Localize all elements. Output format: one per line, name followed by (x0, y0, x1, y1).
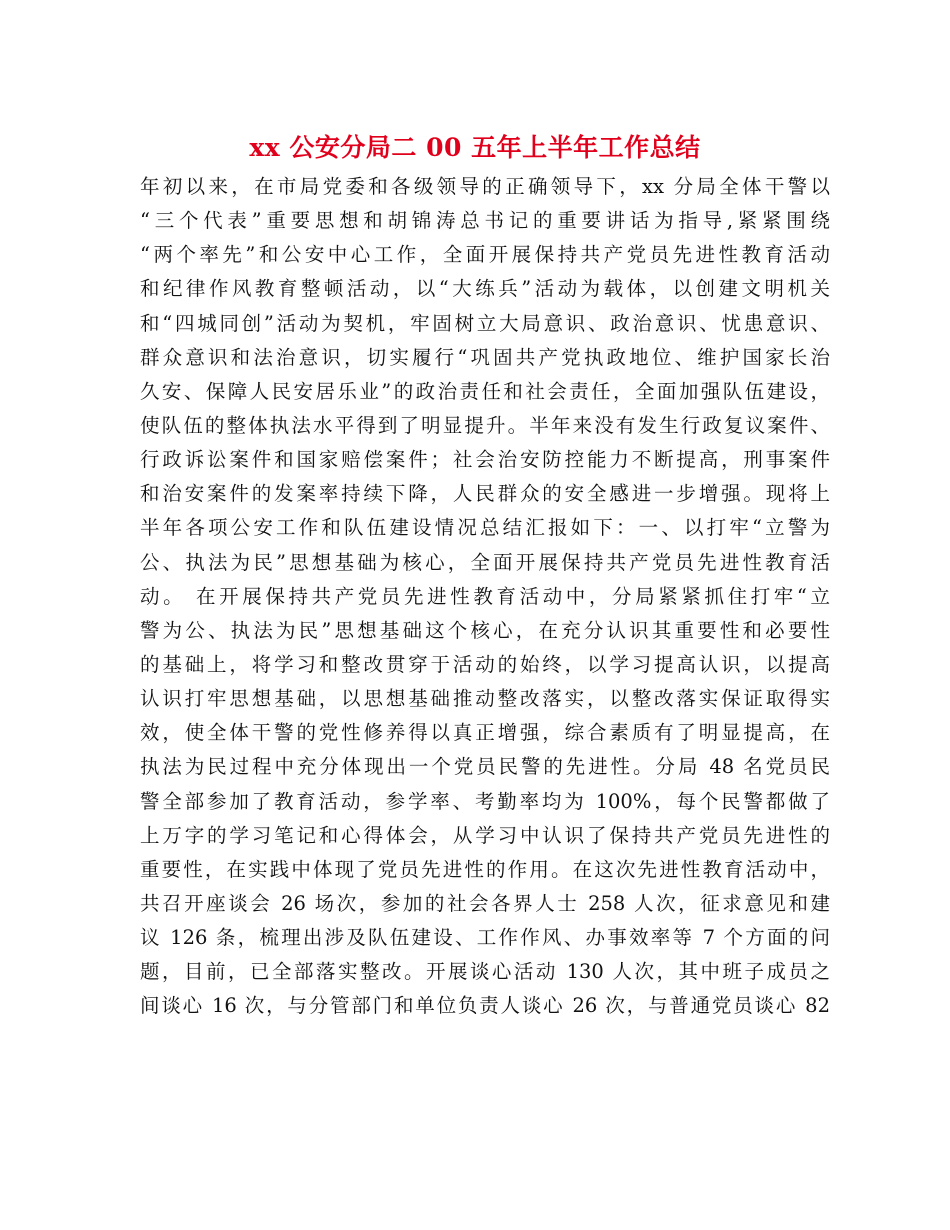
body-text-line: 年初以来，在市局党委和各级领导的正确领导下，xx 分局全体干警以 (140, 175, 830, 198)
body-text-line: 题，目前，已全部落实整改。开展谈心活动 130 人次，其中班子成员之 (140, 960, 830, 984)
body-text-line: 效，使全体干警的党性修养得以真正增强，综合素质有了明显提高，在 (140, 721, 830, 745)
body-text-line: 和“四城同创”活动为契机，牢固树立大局意识、政治意识、忧患意识、 (140, 311, 830, 335)
body-text-line: 重要性，在实践中体现了党员先进性的作用。在这次先进性教育活动中， (140, 857, 830, 881)
document-title: xx 公安分局二 00 五年上半年工作总结 (249, 133, 701, 162)
document-body (140, 170, 830, 1024)
body-text-line: 认识打牢思想基础，以思想基础推动整改落实，以整改落实保证取得实 (140, 687, 830, 711)
body-text-line: 动。 在开展保持共产党员先进性教育活动中，分局紧紧抓住打牢“立 (140, 584, 830, 608)
body-text-line: “两个率先”和公安中心工作，全面开展保持共产党员先进性教育活动 (140, 243, 830, 267)
body-text-line: 公、执法为民”思想基础为核心，全面开展保持共产党员先进性教育活 (140, 550, 830, 574)
body-text-line: 和治安案件的发案率持续下降，人民群众的安全感进一步增强。现将上 (140, 482, 830, 506)
body-text-line: 久安、保障人民安居乐业”的政治责任和社会责任，全面加强队伍建设， (140, 379, 830, 403)
body-text-line: 上万字的学习笔记和心得体会，从学习中认识了保持共产党员先进性的 (140, 823, 830, 847)
body-text-line: 群众意识和法治意识，切实履行“巩固共产党执政地位、维护国家长治 (140, 345, 830, 369)
body-text-line: 共召开座谈会 26 场次，参加的社会各界人士 258 人次，征求意见和建 (140, 891, 830, 915)
body-text-line: 警为公、执法为民”思想基础这个核心，在充分认识其重要性和必要性 (140, 618, 830, 642)
body-text-line: 的基础上，将学习和整改贯穿于活动的始终，以学习提高认识，以提高 (140, 652, 830, 676)
body-text-line: 使队伍的整体执法水平得到了明显提升。半年来没有发生行政复议案件、 (140, 413, 830, 437)
body-text-line: 警全部参加了教育活动，参学率、考勤率均为 100%，每个民警都做了 (140, 789, 830, 813)
body-text-line: 和纪律作风教育整顿活动，以“大练兵”活动为载体，以创建文明机关 (140, 277, 830, 301)
body-text-line: 议 126 条，梳理出涉及队伍建设、工作作风、办事效率等 7 个方面的问 (140, 926, 830, 950)
body-text-line: 间谈心 16 次，与分管部门和单位负责人谈心 26 次，与普通党员谈心 82 (140, 994, 830, 1018)
body-text-line: 行政诉讼案件和国家赔偿案件；社会治安防控能力不断提高，刑事案件 (140, 448, 830, 472)
body-text-line: 半年各项公安工作和队伍建设情况总结汇报如下：一、以打牢“立警为 (140, 516, 830, 540)
body-text-line: “三个代表”重要思想和胡锦涛总书记的重要讲话为指导,紧紧围绕 (140, 209, 830, 233)
body-text-line: 执法为民过程中充分体现出一个党员民警的先进性。分局 48 名党员民 (140, 755, 830, 779)
